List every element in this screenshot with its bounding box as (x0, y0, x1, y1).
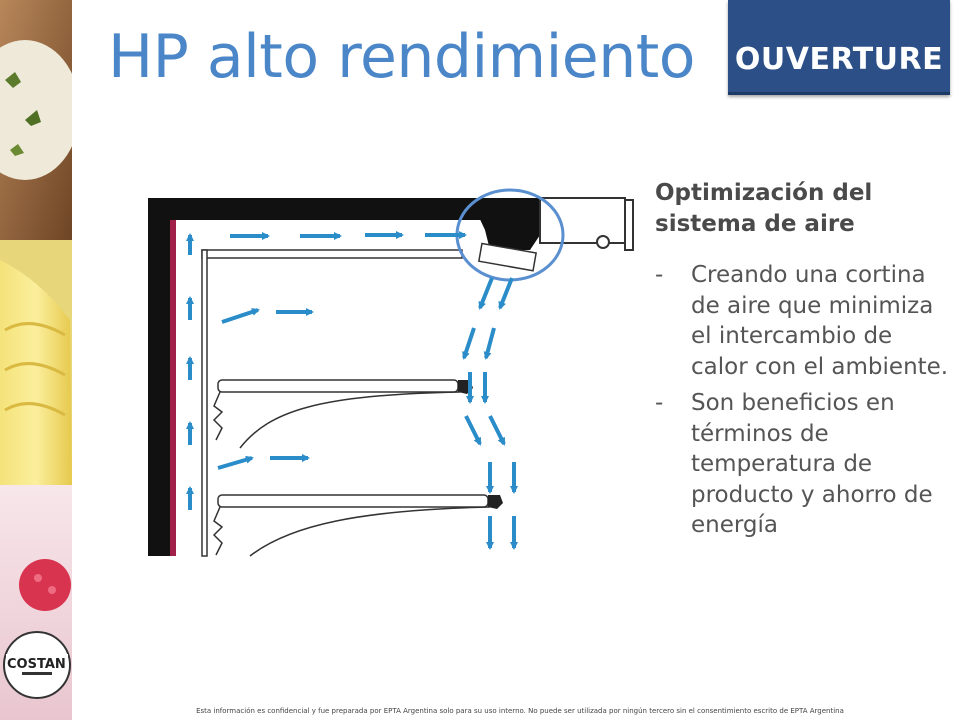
bullet-item (655, 260, 955, 382)
bullet-item (655, 388, 955, 541)
badge-label: OUVERTURE (734, 42, 944, 77)
bullet-marker: - (655, 390, 664, 416)
bullet-marker: - (655, 262, 664, 288)
confidentiality-footer: Esta información es confidencial y fue preparada por EPTA Argentina solo para su uso interno. No puede ser utilizada por ningún tercero sin el consentimiento escrito de EPTA Argentina (196, 707, 844, 715)
costan-logo-icon (2, 630, 72, 700)
page-title: HP alto rendimiento (108, 22, 695, 92)
bullet-list (655, 260, 955, 547)
bullet-text: Son beneficios en términos de temperatura de producto y ahorro de energía (691, 390, 933, 538)
ouverture-logo (728, 0, 950, 95)
air-system-diagram (140, 180, 650, 565)
logo-text: COSTAN (7, 657, 66, 672)
section-subtitle: Optimización del sistema de aire (655, 180, 873, 237)
bullet-text: Creando una cortina de aire que minimiza el intercambio de calor con el ambiente. (691, 262, 949, 380)
decorative-photo-strip (0, 0, 80, 720)
